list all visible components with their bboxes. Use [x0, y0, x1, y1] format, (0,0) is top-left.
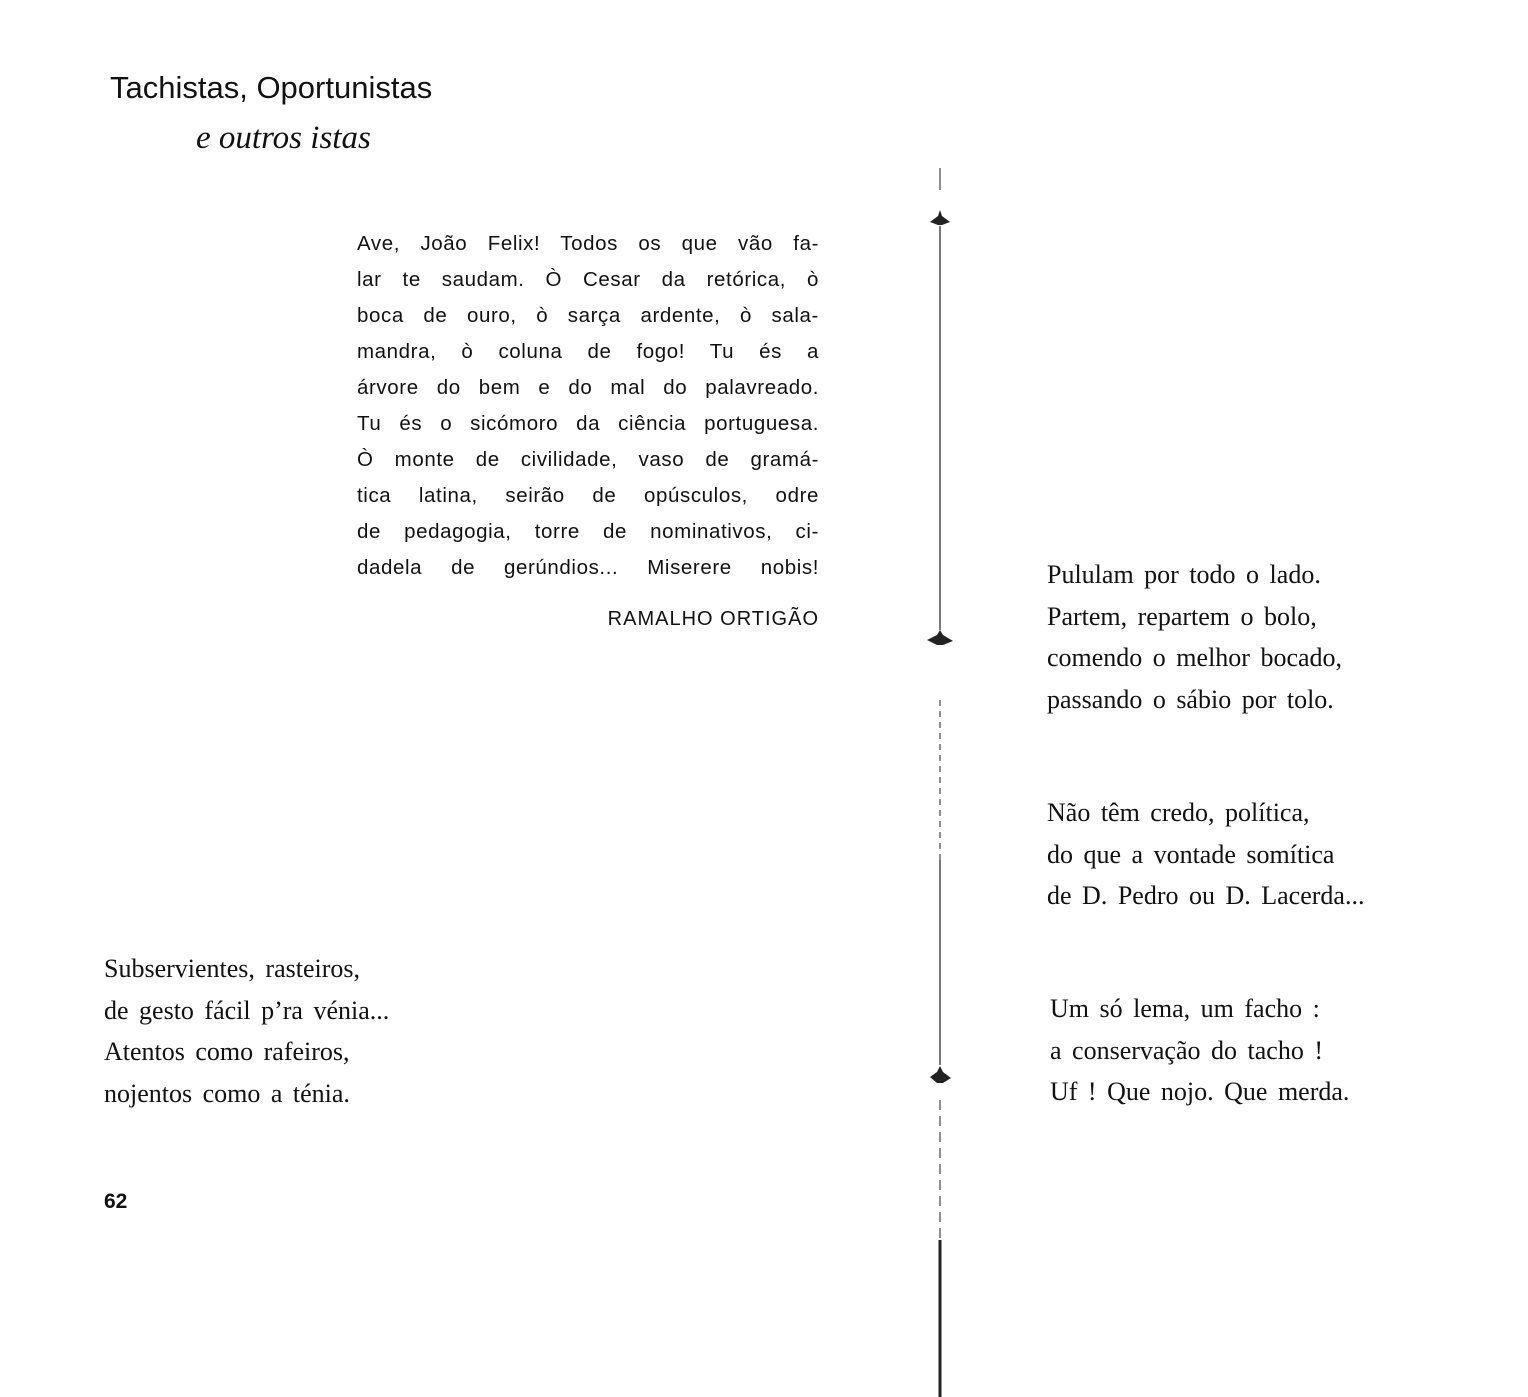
verse-line: Um só lema, um facho : — [1050, 994, 1320, 1023]
verse-line: de gesto fácil p’ra vénia... — [104, 995, 390, 1025]
verse-line: Uf ! Que nojo. Que merda. — [1050, 1077, 1350, 1106]
verse-line: Partem, repartem o bolo, — [1047, 601, 1317, 631]
stanza-1 — [104, 948, 389, 1114]
verse-line: Não têm credo, política, — [1047, 798, 1310, 827]
book-gutter-divider — [924, 160, 956, 1397]
binding-mark — [930, 210, 950, 225]
verse-line: do que a vontade somítica — [1047, 839, 1335, 869]
verse-line: Subservientes, rasteiros, — [104, 954, 361, 983]
verse-line: Atentos como rafeiros, — [104, 1037, 350, 1066]
stanza-2 — [1047, 554, 1342, 720]
epigraph-line: árvore do bem e do mal do palavreado. — [357, 376, 819, 399]
verse-line: Pululam por todo o lado. — [1047, 560, 1321, 589]
epigraph-line: Ò monte de civilidade, vaso de gramá- — [357, 448, 819, 471]
epigraph-author: RAMALHO ORTIGÃO — [607, 608, 819, 630]
page-number: 62 — [104, 1190, 128, 1213]
epigraph-line: dadela de gerúndios... Miserere nobis! — [357, 556, 819, 579]
epigraph-line: boca de ouro, ò sarça ardente, ò sala- — [357, 304, 819, 327]
page-title: Tachistas, Oportunistas — [110, 70, 433, 105]
verse-line: de D. Pedro ou D. Lacerda... — [1047, 881, 1365, 910]
stanza-4 — [1050, 988, 1349, 1113]
binding-mark — [927, 630, 953, 645]
verse-line: passando o sábio por tolo. — [1047, 684, 1334, 714]
binding-mark — [930, 1066, 951, 1083]
epigraph — [357, 226, 819, 586]
epigraph-line: tica latina, seirão de opúsculos, odre — [357, 484, 819, 507]
verse-line: nojentos como a ténia. — [104, 1078, 350, 1108]
verse-line: comendo o melhor bocado, — [1047, 643, 1343, 672]
page-subtitle: e outros istas — [196, 120, 371, 156]
stanza-3 — [1047, 792, 1364, 917]
epigraph-line: mandra, ò coluna de fogo! Tu és a — [357, 340, 819, 363]
epigraph-line: Tu és o sicómoro da ciência portuguesa. — [357, 412, 819, 435]
verse-line: a conservação do tacho ! — [1050, 1035, 1323, 1065]
epigraph-line: Ave, João Felix! Todos os que vão fa- — [357, 232, 819, 255]
epigraph-line: de pedagogia, torre de nominativos, ci- — [357, 520, 819, 543]
epigraph-line: lar te saudam. Ò Cesar da retórica, ò — [357, 268, 819, 291]
